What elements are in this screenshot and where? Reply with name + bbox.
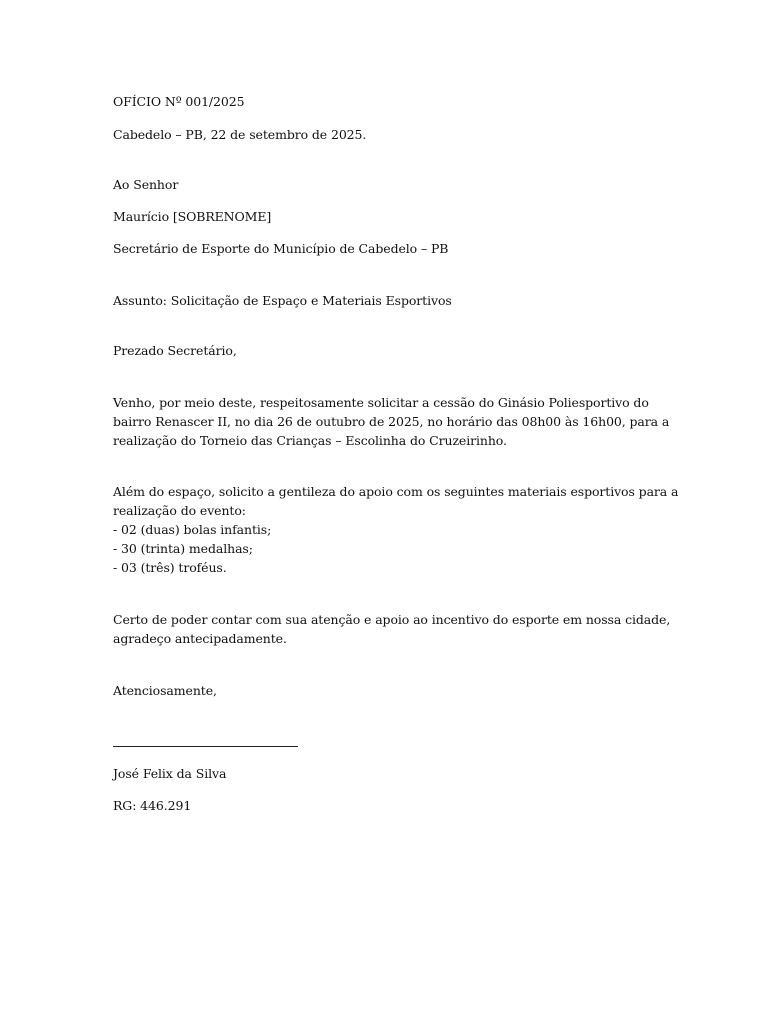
paragraph1-line: realização do Torneio das Crianças – Escolinha do Cruzeirinho. — [113, 433, 507, 448]
closing: Atenciosamente, — [113, 683, 217, 698]
material-item: - 03 (três) troféus. — [113, 560, 227, 575]
subject-line: Assunto: Solicitação de Espaço e Materiais Esportivos — [113, 293, 452, 308]
paragraph2-line: realização do evento: — [113, 503, 246, 518]
signature-line — [113, 746, 298, 747]
material-item: - 30 (trinta) medalhas; — [113, 541, 253, 556]
signer-name: José Felix da Silva — [113, 766, 227, 781]
paragraph1-line: Venho, por meio deste, respeitosamente solicitar a cessão do Ginásio Poliesportivo do — [113, 395, 649, 410]
signer-id: RG: 446.291 — [113, 798, 192, 813]
recipient-name: Maurício [SOBRENOME] — [113, 209, 272, 224]
greeting: Prezado Secretário, — [113, 343, 237, 358]
place-and-date: Cabedelo – PB, 22 de setembro de 2025. — [113, 127, 367, 142]
material-item: - 02 (duas) bolas infantis; — [113, 522, 272, 537]
recipient-salutation: Ao Senhor — [113, 177, 179, 192]
office-number: OFÍCIO Nº 001/2025 — [113, 94, 245, 109]
paragraph1-line: bairro Renascer II, no dia 26 de outubro de 2025, no horário das 08h00 às 16h00, para a — [113, 414, 670, 429]
paragraph3-line: agradeço antecipadamente. — [113, 631, 287, 646]
paragraph3-line: Certo de poder contar com sua atenção e apoio ao incentivo do esporte em nossa cidade, — [113, 612, 671, 627]
recipient-position: Secretário de Esporte do Município de Cabedelo – PB — [113, 241, 449, 256]
paragraph2-line: Além do espaço, solicito a gentileza do apoio com os seguintes materiais esportivos para a — [113, 484, 679, 499]
